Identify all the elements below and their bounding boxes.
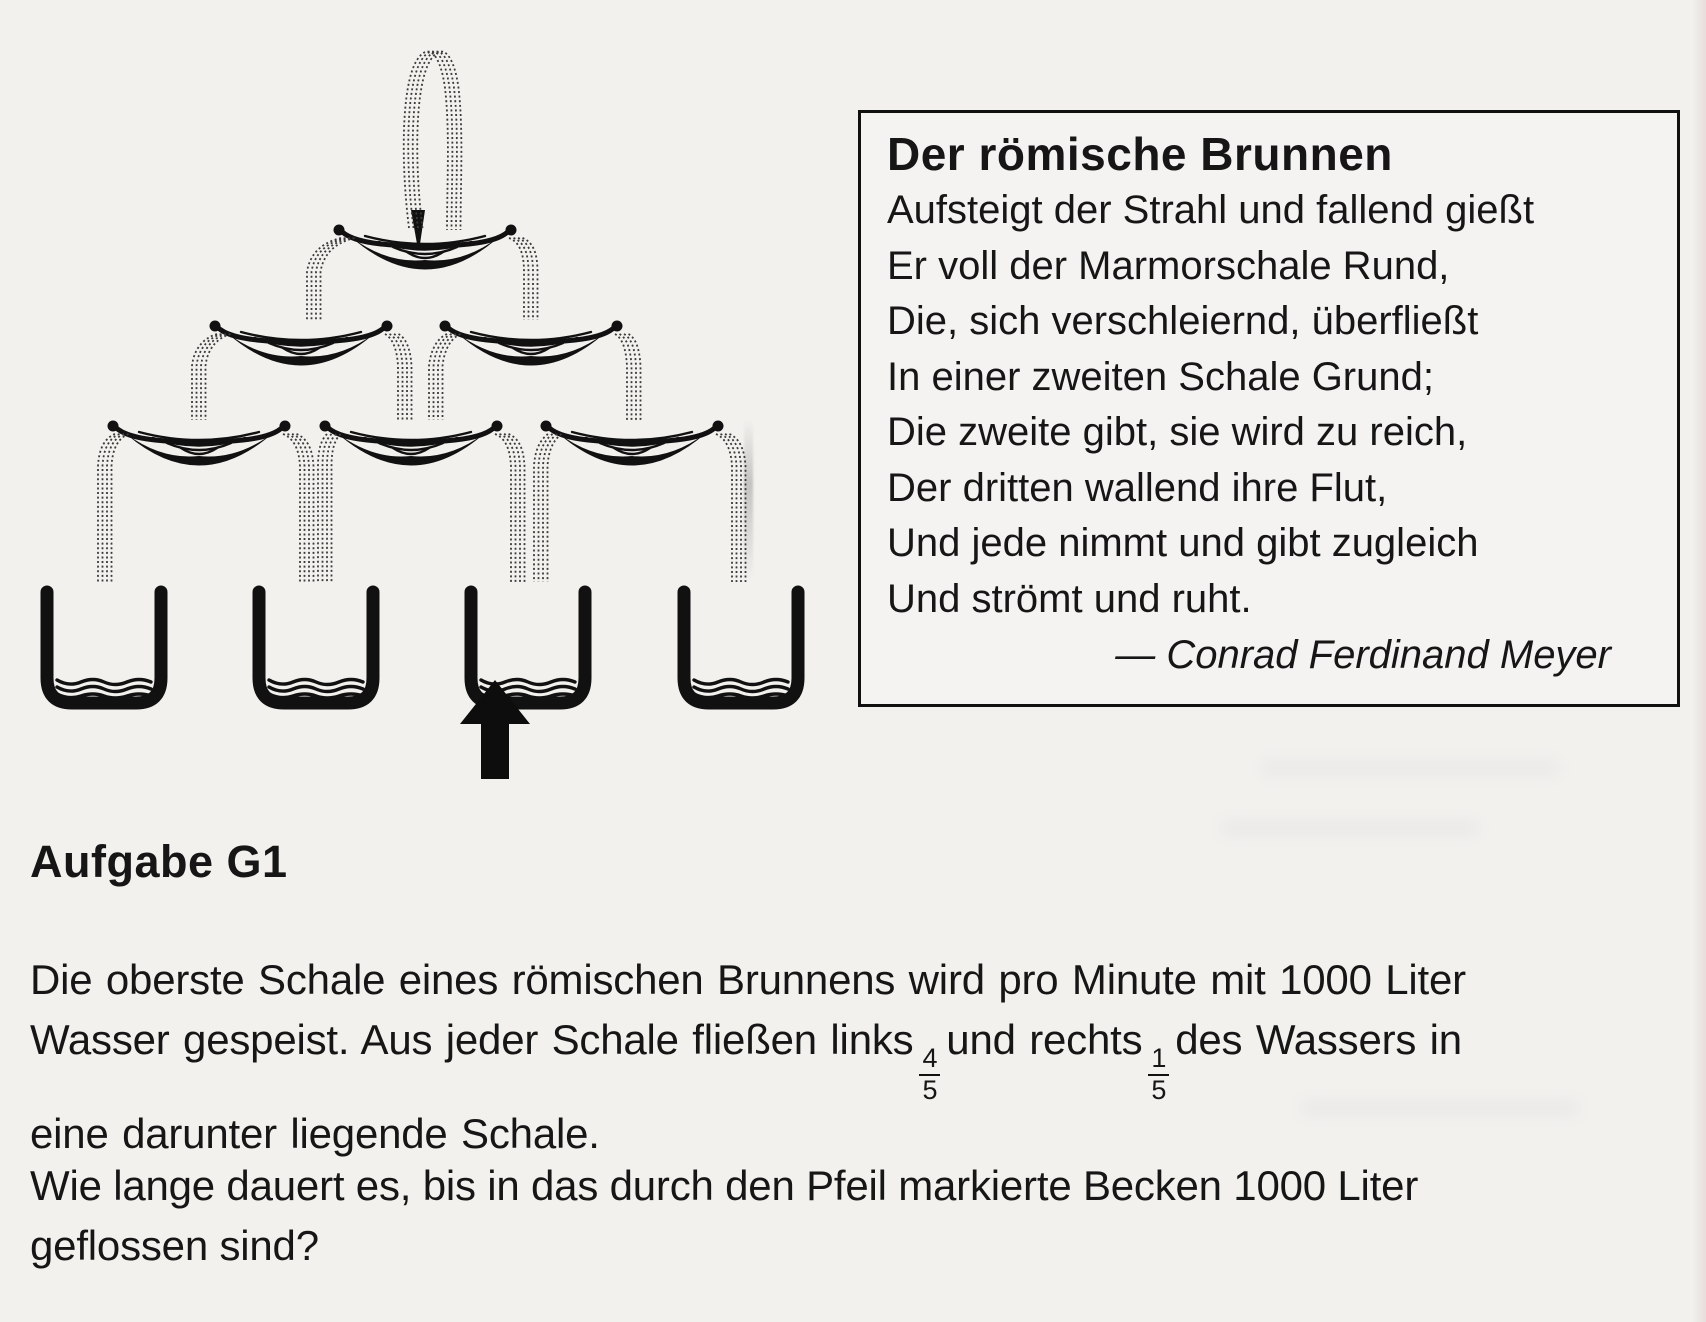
fraction-denominator: 5 [922, 1074, 938, 1105]
bowl [440, 321, 623, 366]
scan-ghost-smudge [1220, 820, 1480, 836]
water-stream [417, 52, 461, 230]
water-stream [385, 334, 398, 420]
poem-line: Und strömt und ruht. [887, 576, 1252, 621]
water-stream [716, 434, 732, 582]
fraction-numerator: 4 [919, 1045, 940, 1076]
task-line: des Wassers in [1175, 1016, 1462, 1063]
water-stream [206, 334, 231, 420]
task-paragraph-1 [30, 950, 1630, 1164]
water-stream [500, 434, 516, 582]
basin-4 [684, 592, 798, 703]
task-line: Wasser gespeist. Aus jeder Schale fließen links [30, 1016, 914, 1063]
water-stream [725, 434, 741, 582]
water-stream [332, 434, 341, 582]
water-stream [288, 434, 305, 582]
poem-box [858, 110, 1680, 707]
water-stream [107, 434, 124, 582]
task-line: und rechts [946, 1016, 1143, 1063]
basin-3-marked [471, 592, 585, 703]
task-line: Wie lange dauert es, bis in das durch den Pfeil markierte Becken 1000 Liter [30, 1162, 1419, 1209]
water-stream [509, 238, 524, 320]
water-stream [504, 434, 520, 582]
poem-line: Und jede nimmt und gibt zugleich [887, 521, 1479, 565]
water-stream [534, 434, 548, 582]
poem-line: Aufsteigt der Strahl und fallend gießt [887, 188, 1535, 232]
water-stream [307, 238, 341, 320]
water-stream [112, 434, 129, 582]
fraction-one-fifth [1148, 1045, 1169, 1104]
fraction-numerator: 1 [1148, 1045, 1169, 1076]
water-stream [615, 334, 627, 420]
water-stream [312, 238, 346, 320]
bowl-row-2 [210, 321, 623, 366]
water-stream [518, 238, 533, 320]
water-stream [620, 334, 632, 420]
water-stream [103, 434, 120, 582]
water-stream [514, 238, 529, 320]
fraction-four-fifths [919, 1045, 940, 1104]
water-stream [399, 334, 412, 420]
bowl-row-3 [108, 421, 724, 466]
fountain-jet [404, 52, 462, 244]
water-stream [394, 334, 407, 420]
water-stream [390, 334, 403, 420]
task-heading: Aufgabe G1 [30, 836, 288, 887]
water-stream [443, 334, 461, 420]
poem-line: Die, sich verschleiernd, überfließt [887, 299, 1479, 343]
water-stream [543, 434, 557, 582]
bowl [320, 421, 503, 466]
water-stream [548, 434, 562, 582]
water-stream [495, 434, 511, 582]
poem-attribution: — Conrad Ferdinand Meyer [1115, 633, 1611, 677]
bowl [210, 321, 393, 366]
water-stream [283, 434, 300, 582]
bowl [108, 421, 291, 466]
poem-line: Die zweite gibt, sie wird zu reich, [887, 410, 1468, 454]
bowl-row-1 [334, 225, 517, 270]
water-stream [539, 434, 553, 582]
task-paragraph-2 [30, 1156, 1630, 1276]
water-stream [721, 434, 737, 582]
basin-1 [47, 592, 161, 703]
roman-fountain-diagram [0, 0, 820, 800]
task-line: geflossen sind? [30, 1222, 319, 1269]
scan-edge-tint [1692, 0, 1706, 1322]
basin-row [47, 592, 798, 703]
poem-line: Er voll der Marmorschale Rund, [887, 243, 1450, 288]
poem-line: In einer zweiten Schale Grund; [887, 354, 1434, 399]
task-line: eine darunter liegende Schale. [30, 1110, 600, 1158]
water-stream [629, 334, 641, 420]
bowl [334, 225, 517, 270]
bowl [541, 421, 724, 466]
water-stream [292, 434, 309, 582]
water-stream [316, 238, 350, 320]
task-line: Die oberste Schale eines römischen Brunnens wird pro Minute mit 1000 Liter [30, 956, 1466, 1003]
water-stream [321, 238, 355, 320]
poem-line: Der dritten wallend ihre Flut, [887, 465, 1388, 510]
fraction-denominator: 5 [1151, 1074, 1167, 1105]
poem-title: Der römische Brunnen [887, 128, 1393, 180]
basin-2 [259, 592, 373, 703]
scan-ghost-smudge [1260, 760, 1560, 776]
water-stream [624, 334, 636, 420]
